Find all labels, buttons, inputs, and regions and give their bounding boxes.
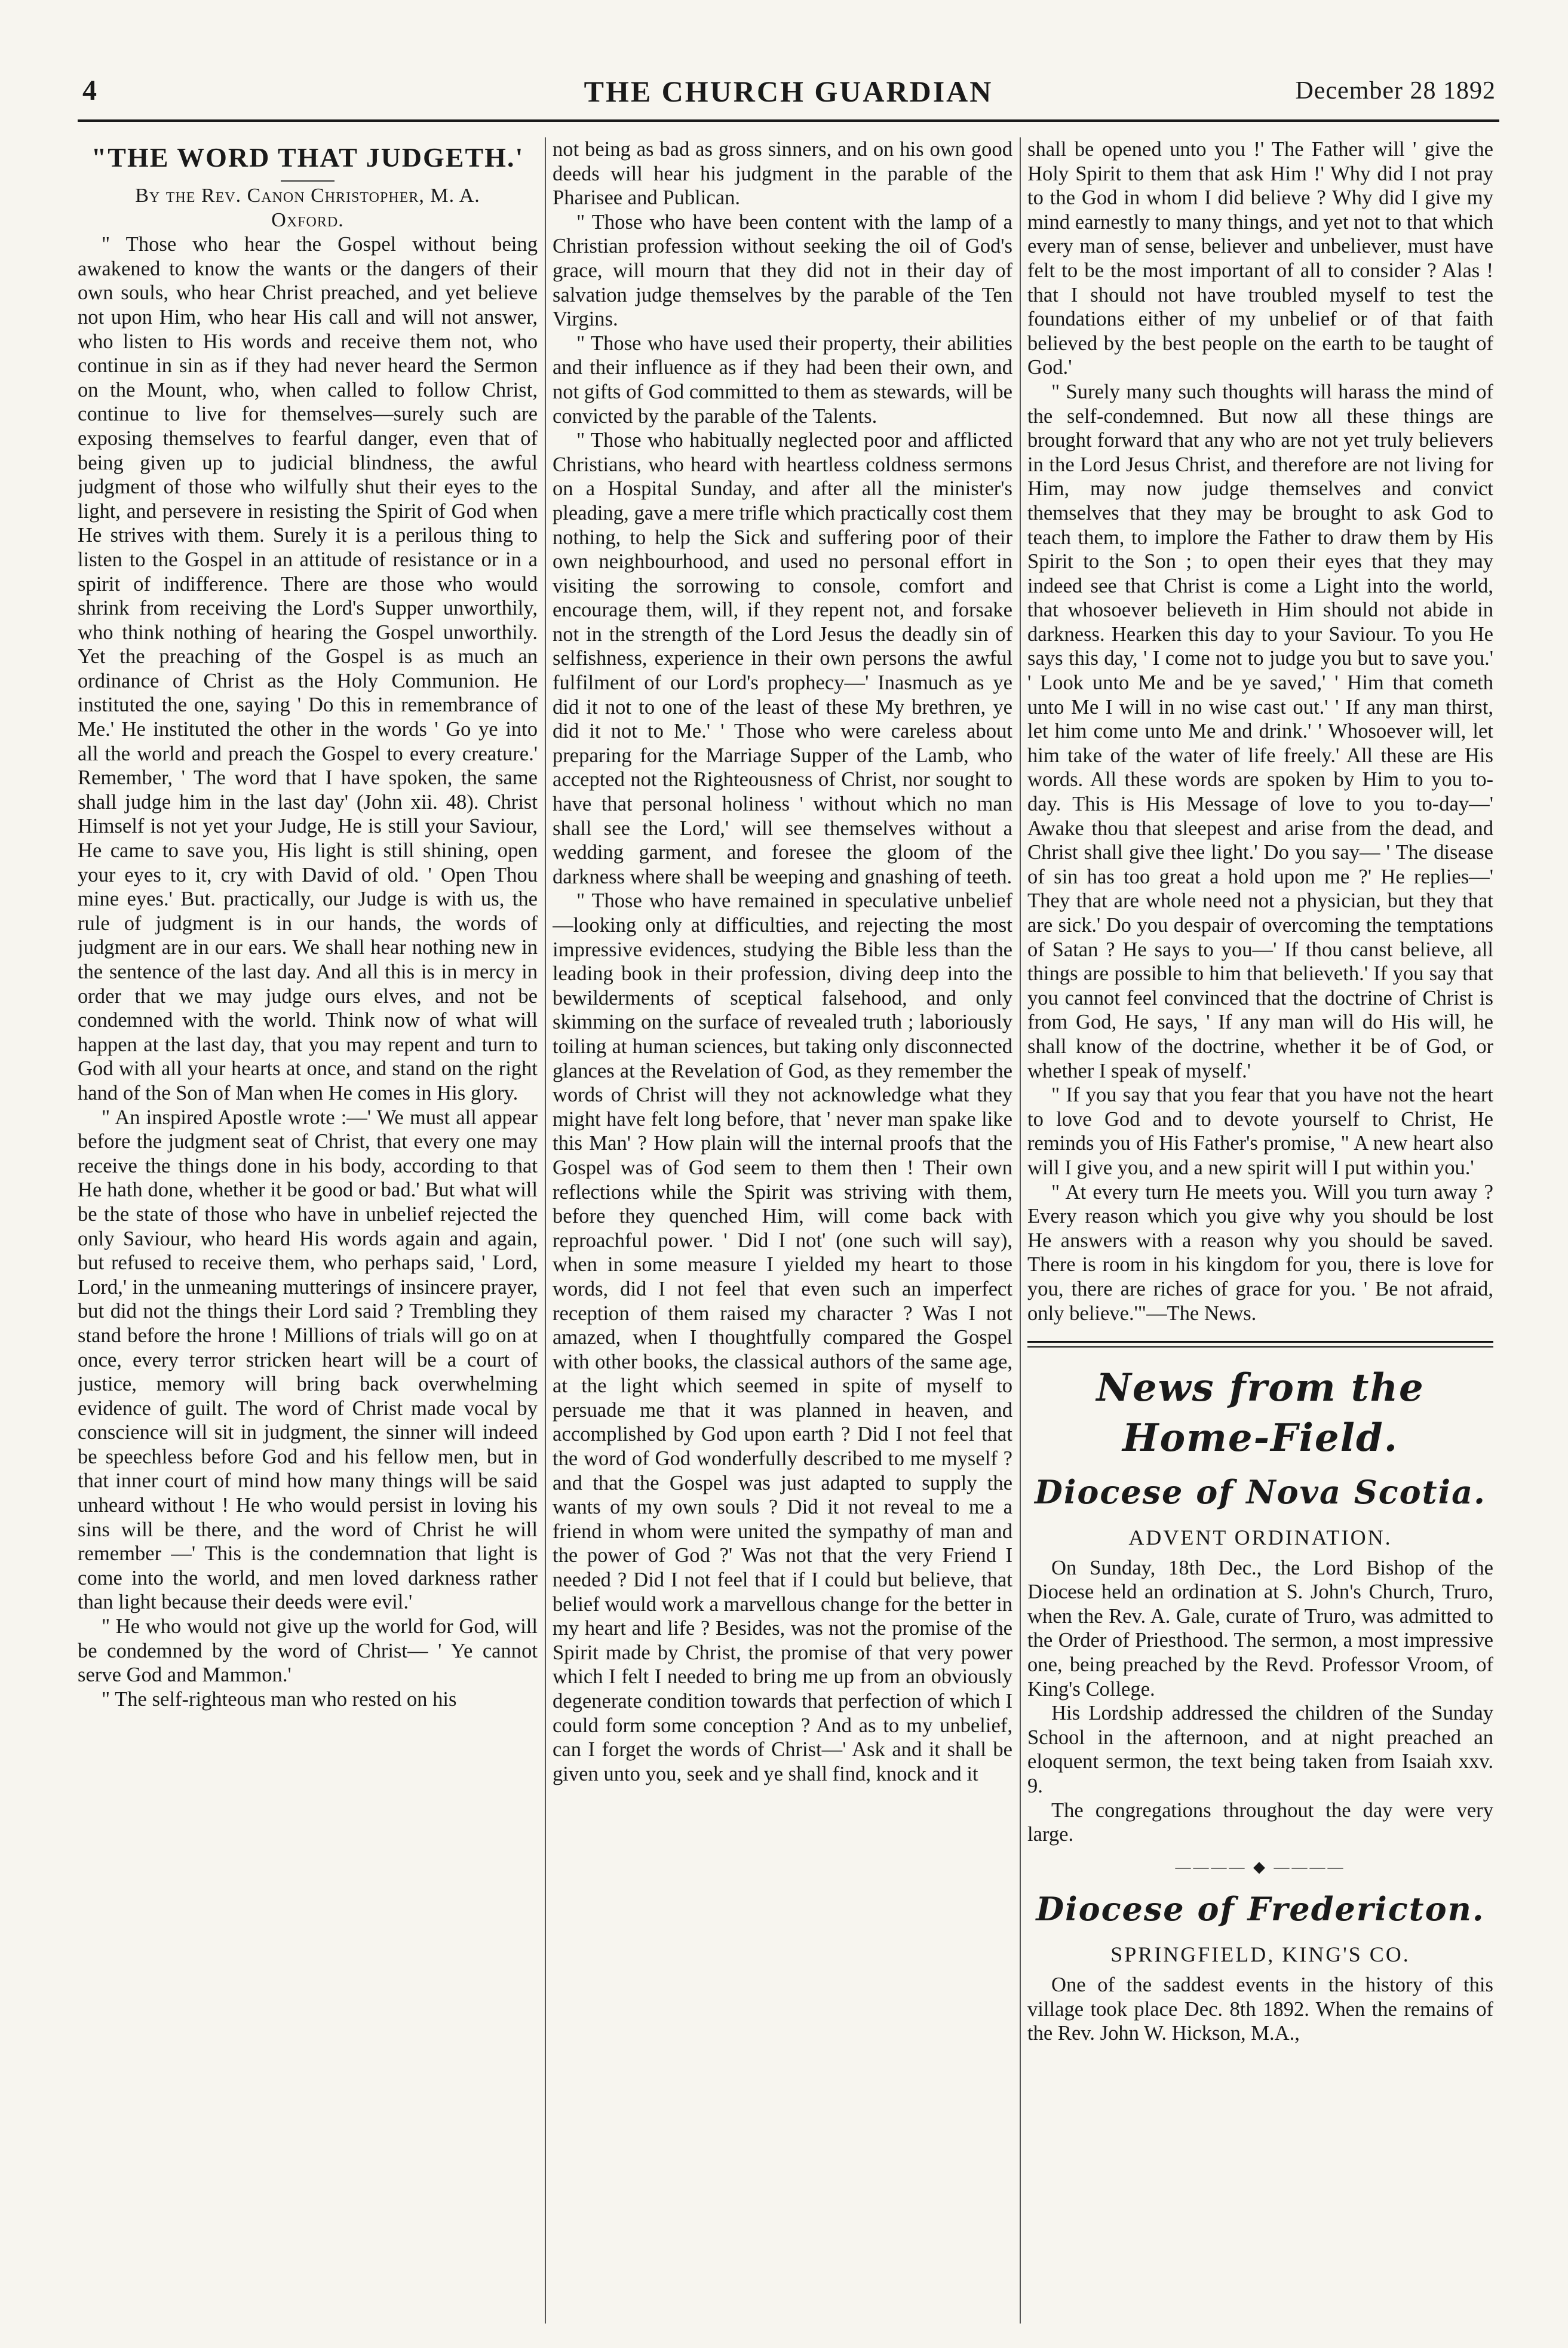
article-paragraph: " The self-righteous man who rested on his <box>102 1687 457 1711</box>
article-paragraph: " Those who habitually neglected poor and afflicted Christians, who heard with heartless coldness sermons on a Hospital Sunday, and after all the minister's pleading, gave a mere trifle which practically cost them nothing, to help the Sick and suffering poor of their own neighbourhood, and used no personal effort in visiting the sorrowing to console, comfort and encourage them, will, if they repent not, and forsake not in the strength of the Lord Jesus the deadly sin of selfishness, experience in their own persons the awful fulfilment of our Lord's prophecy—' Inasmuch as ye did it not to one of the least of these My brethren, ye did it not to Me.' ' Those who were careless about preparing for the Marriage Supper of the Lamb, who accepted not the Righteousness of Christ, nor sought to have that personal holiness ' without which no man shall see the Lord,' will see themselves without a wedding garment, and foresee the gloom of the darkness where shall be weeping and gnashing of teeth. <box>553 429 1012 888</box>
page-number: 4 <box>82 75 97 106</box>
ornament-divider: ———— ◆ ———— <box>1175 1858 1346 1876</box>
article-paragraph: " Those who hear the Gospel without being awakened to know the wants or the dangers of their own souls, who hear Christ preached, and yet believe not upon Him, who hear His call and will not answer, who listen to His words and receive them not, who continue in sin as if they had never heard the Sermon on the Mount, who, when called to follow Christ, continue to live for themselves—surely such are exposing themselves to fearful danger, even that of being given up to judicial blindness, the awful judgment of those who wilfully shut their eyes to the light, and persevere in resisting the Spirit of God when He strives with them. Surely it is a perilous thing to listen to the Gospel in an attitude of resistance or in a spirit of indifference. There are those who would shrink from receiving the Lord's Supper unworthily, who think nothing of hearing the Gospel unworthily. Yet the preaching of the Gospel is as much an ordinance of Christ as the Holy Communion. He instituted the one, saying ' Do this in remembrance of Me.' He instituted the other in the words ' Go ye into all the world and preach the Gospel to every creature.' Remember, ' The word that I have spoken, the same shall judge him in the last day' (John xii. 48). Christ Himself is not yet your Judge, He is still your Saviour, He came to save you, His light is still shining, open your eyes to it, cry with David of old. ' Open Thou mine eyes.' But. practically, our Judge is with us, the rule of judgment is in our hands, the words of judgment are in our ears. We shall hear nothing new in the sentence of the last day. And all this is in mercy in order that we may judge ours elves, and not be condemned with the world. Think now of what will happen at the last day, that you may repent and turn to God with all your hearts at once, and stand on the right hand of the Son of Man when He comes in His glory. <box>78 233 538 1104</box>
article-paragraph: " Those who have remained in speculative unbelief—looking only at difficulties, and rejecting the most impressive evidences, studying the Bible less than the leading book in their profession, diving deep into the bewilderments of sceptical falsehood, and only skimming on the surface of revealed truth ; laboriously toiling at human sciences, but taking only disconnected glances at the Revelation of God, as they remember the words of Christ will they not acknowledge what they might have felt long before, that ' never man spake like this Man' ? How plain will the internal proofs that the Gospel was of God seem to them then ! Their own reflections while the Spirit was striving with them, before they quenched Him, will come back with reproachful power. ' Did I not' (one such will say), when in some measure I yielded my heart to those words, did I not feel that even such an imperfect reception of them raised my character ? Was I not amazed, when I thoughtfully compared the Gospel with other books, the classical authors of the same age, at the light which seemed in spite of myself to persuade me that it was planned in heaven, and accomplished by God upon earth ? Did I not feel that the word of God wonderfully described to me myself ? and that the Gospel was just adapted to supply the wants of my own souls ? Did it not reveal to me a friend in whom were united the sympathy of man and the power of God ?' Was not that the very Friend I needed ? Did I not feel that if I could but believe, that belief would work a marvellous change for the better in my heart and life ? Besides, was not the promise of the Spirit made by Christ, the promise of that very power which I felt I needed to bring me up from an obviously degenerate condition towards that perfection of which I could form some conception ? And as to my unbelief, can I forget the words of Christ—' Ask and it shall be given unto you, seek and ye shall find, knock and it <box>553 889 1012 1785</box>
article-byline-place: Oxford. <box>271 208 344 231</box>
article-byline: By the Rev. Canon Christopher, M. A. <box>135 185 480 207</box>
article-paragraph: " If you say that you fear that you have not the heart to love God and to devote yourself to Christ, He reminds you of His Father's promise, " A new heart also will I give you, and a new spirit will I put within you.' <box>1027 1084 1493 1179</box>
article-paragraph: " Those who have used their property, their abilities and their influence as if they had been their own, and not gifts of God committed to them as stewards, will be convicted by the parable of the Talents. <box>553 332 1012 428</box>
article-paragraph: " Those who have been content with the lamp of a Christian profession without seeking the oil of God's grace, will mourn that they did not in their day of salvation judge themselves by the parable of the Ten Virgins. <box>553 210 1012 331</box>
subheading: ADVENT ORDINATION. <box>1128 1526 1392 1550</box>
column-1 <box>78 137 538 2324</box>
news-paragraph: One of the saddest events in the history of this village took place Dec. 8th 1892. When the remains of the Rev. John W. Hickson, M.A., <box>1027 1973 1493 2045</box>
article-paragraph: " At every turn He meets you. Will you turn away ? Every reason which you give why you should be lost He answers with a reason why you should be saved. There is room in his kingdom for you, there is love for you, there are riches of grace for you. ' Be not afraid, only believe.'"—The News. <box>1027 1180 1493 1325</box>
column-rule <box>545 137 546 2324</box>
article-paragraph: shall be opened unto you !' The Father will ' give the Holy Spirit to them that ask Him !' Why did I not pray to the God in whom I did believe ? Why did I give my mind earnestly to many things, and yet not to that which every man of sense, believer and unbeliever, must have felt to be the most important of all to consider ? Alas ! that I should not have troubled myself to test the foundations either of my unbelief or of that faith believed by the best people on the earth to be taught of God.' <box>1027 138 1493 379</box>
column-3 <box>1027 137 1493 2324</box>
subheading: SPRINGFIELD, KING'S CO. <box>1110 1942 1410 1967</box>
news-paragraph: The congregations throughout the day were very large. <box>1027 1798 1493 1846</box>
issue-date: December 28 1892 <box>1295 77 1496 105</box>
article-paragraph: " He who would not give up the world for God, will be condemned by the word of Christ— ' Ye cannot serve God and Mammon.' <box>78 1615 538 1687</box>
column-2 <box>553 137 1012 2324</box>
diocese-heading: Diocese of Fredericton. <box>1036 1890 1485 1929</box>
section-title: News from the Home-Field. <box>1096 1365 1425 1461</box>
diocese-heading: Diocese of Nova Scotia. <box>1035 1473 1486 1512</box>
article-paragraph: not being as bad as gross sinners, and on his own good deeds will hear his judgment in the parable of the Pharisee and Publican. <box>553 138 1012 210</box>
masthead <box>78 72 1499 122</box>
news-paragraph: His Lordship addressed the children of the Sunday School in the afternoon, and at night preached an eloquent sermon, the text being taken from Isaiah xxv. 9. <box>1027 1702 1493 1798</box>
newspaper-title: THE CHURCH GUARDIAN <box>584 75 993 108</box>
article-paragraph: " Surely many such thoughts will harass the mind of the self-condemned. But now all these things are brought forward that any who are not yet truly believers in the Lord Jesus Christ, and therefore are not living for Him, may now judge themselves and convict themselves that they may be brought to ask God to teach them, to implore the Father to draw them by His Spirit to the Son ; to open their eyes that they may indeed see that Christ is come a Light into the world, that whosoever believeth in Him should not abide in darkness. Hearken this day to your Saviour. To you He says this day, ' I come not to judge you but to save you.' ' Look unto Me and be ye saved,' ' Him that cometh unto Me I will in no wise cast out.' ' If any man thirst, let him come unto Me and drink.' ' Whosoever will, let him take of the water of life freely.' All these are His words. All these words are spoken by Him to you to-day. This is His Message of love to you to-day—' Awake thou that sleepest and arise from the dead, and Christ shall give thee light.' Do you say— ' The disease of sin has too great a hold upon me ?' He replies—' They that are whole need not a physician, but they that are sick.' Do you despair of overcoming the temptations of Satan ? He says to you—' If thou canst believe, all things are possible to him that believeth.' If you say that you cannot feel convinced that the doctrine of Christ is from God, He says, ' If any man will do His will, he shall know of the doctrine, whether it be of God, or whether I speak of myself.' <box>1027 380 1493 1082</box>
article-headline: "THE WORD THAT JUDGETH.' <box>91 142 524 173</box>
short-rule <box>281 180 335 182</box>
article-paragraph: " An inspired Apostle wrote :—' We must all appear before the judgment seat of Christ, that every one may receive the things done in his body, according to that He hath done, whether it be good or bad.' But what will be the state of those who have in unbelief rejected the only Saviour, who heard His words again and again, but refused to receive them, who perhaps said, ' Lord, Lord,' in the unmeaning mutterings of insincere prayer, but did not the things their Lord said ? Trembling they stand before the hrone ! Millions of trials will go on at once, every terror stricken heart will be a court of justice, memory will bring back overwhelming evidence of guilt. The word of Christ made vocal by conscience will sit in judgment, the sinner will indeed be speechless before God and his fellow men, but in that inner court of mind how many things will be said unheard without ! He who would persist in loving his sins will be there, and the word of Christ he will remember —' This is the condemnation that light is come into the world, and men loved darkness rather than light because their deeds were evil.' <box>78 1106 538 1614</box>
news-paragraph: On Sunday, 18th Dec., the Lord Bishop of the Diocese held an ordination at S. John's Church, Truro, when the Rev. A. Gale, curate of Truro, was admitted to the Order of Priesthood. The sermon, a most impressive one, being preached by the Revd. Professor Vroom, of King's College. <box>1027 1556 1493 1701</box>
section-divider <box>1027 1341 1493 1348</box>
column-rule <box>1020 137 1021 2324</box>
